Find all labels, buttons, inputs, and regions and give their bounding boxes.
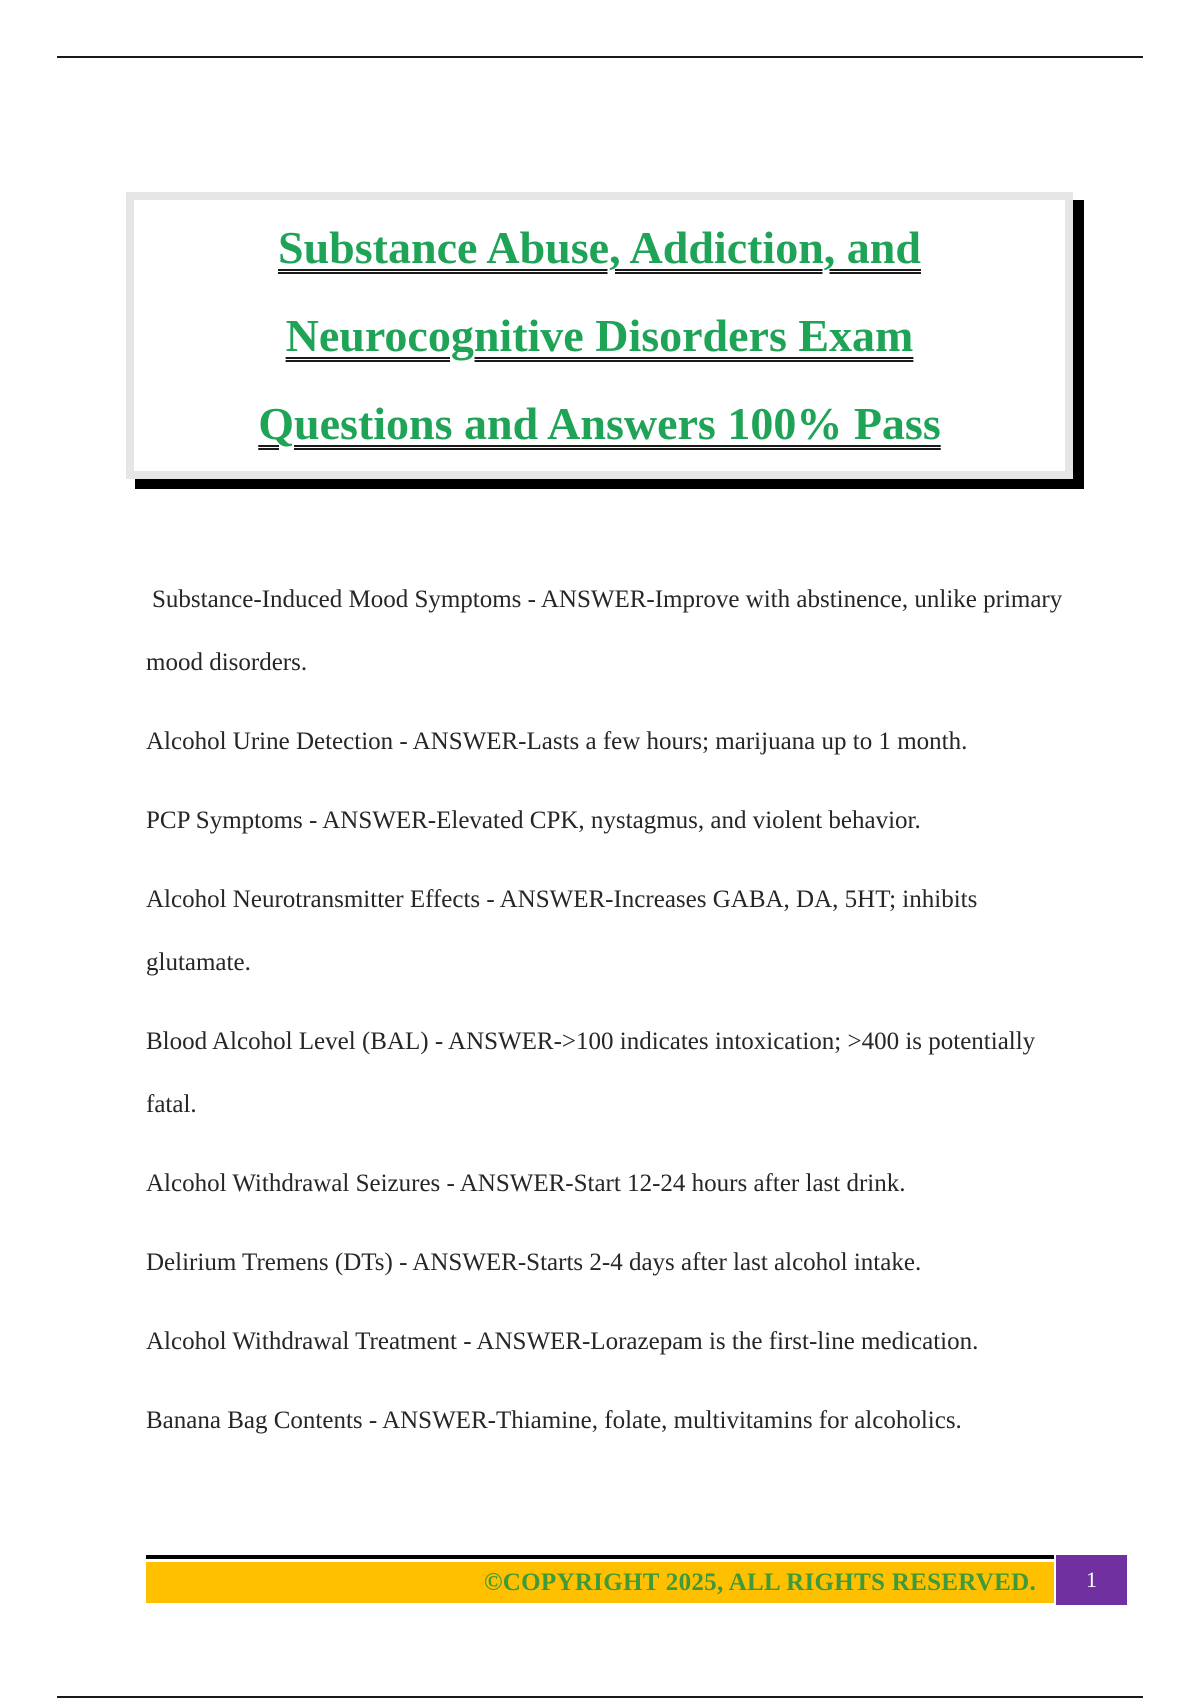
qa-item: PCP Symptoms - ANSWER-Elevated CPK, nystagmus, and violent behavior. xyxy=(146,807,921,834)
title-box xyxy=(126,192,1073,479)
qa-item: Banana Bag Contents - ANSWER-Thiamine, folate, multivitamins for alcoholics. xyxy=(146,1407,962,1434)
copyright-text: ©COPYRIGHT 2025, ALL RIGHTS RESERVED. xyxy=(483,1568,1036,1596)
footer-bar xyxy=(146,1562,1054,1603)
qa-item: Substance-Induced Mood Symptoms - ANSWER-Improve with abstinence, unlike primary mood disorders. xyxy=(146,586,1063,676)
qa-item: Blood Alcohol Level (BAL) - ANSWER->100 indicates intoxication; >400 is potentially fatal. xyxy=(146,1028,1036,1118)
footer-rule xyxy=(146,1555,1054,1559)
qa-item: Alcohol Urine Detection - ANSWER-Lasts a few hours; marijuana up to 1 month. xyxy=(146,728,968,755)
title-box-inner xyxy=(134,200,1065,471)
qa-item: Alcohol Withdrawal Treatment - ANSWER-Lorazepam is the first-line medication. xyxy=(146,1328,979,1355)
document-title-line-2: Neurocognitive Disorders Exam xyxy=(285,309,914,361)
page-number: 1 xyxy=(1086,1567,1097,1592)
qa-item: Alcohol Withdrawal Seizures - ANSWER-Start 12-24 hours after last drink. xyxy=(146,1170,906,1197)
qa-item: Delirium Tremens (DTs) - ANSWER-Starts 2-4 days after last alcohol intake. xyxy=(146,1249,922,1276)
qa-item: Alcohol Neurotransmitter Effects - ANSWER-Increases GABA, DA, 5HT; inhibits glutamate. xyxy=(146,886,978,976)
document-title-line-3: Questions and Answers 100% Pass xyxy=(258,397,941,449)
top-rule xyxy=(57,56,1143,58)
bottom-rule xyxy=(57,1696,1143,1698)
document-title-line-1: Substance Abuse, Addiction, and xyxy=(278,221,921,273)
page-number-box xyxy=(1056,1555,1127,1605)
qa-list xyxy=(146,568,1086,1468)
